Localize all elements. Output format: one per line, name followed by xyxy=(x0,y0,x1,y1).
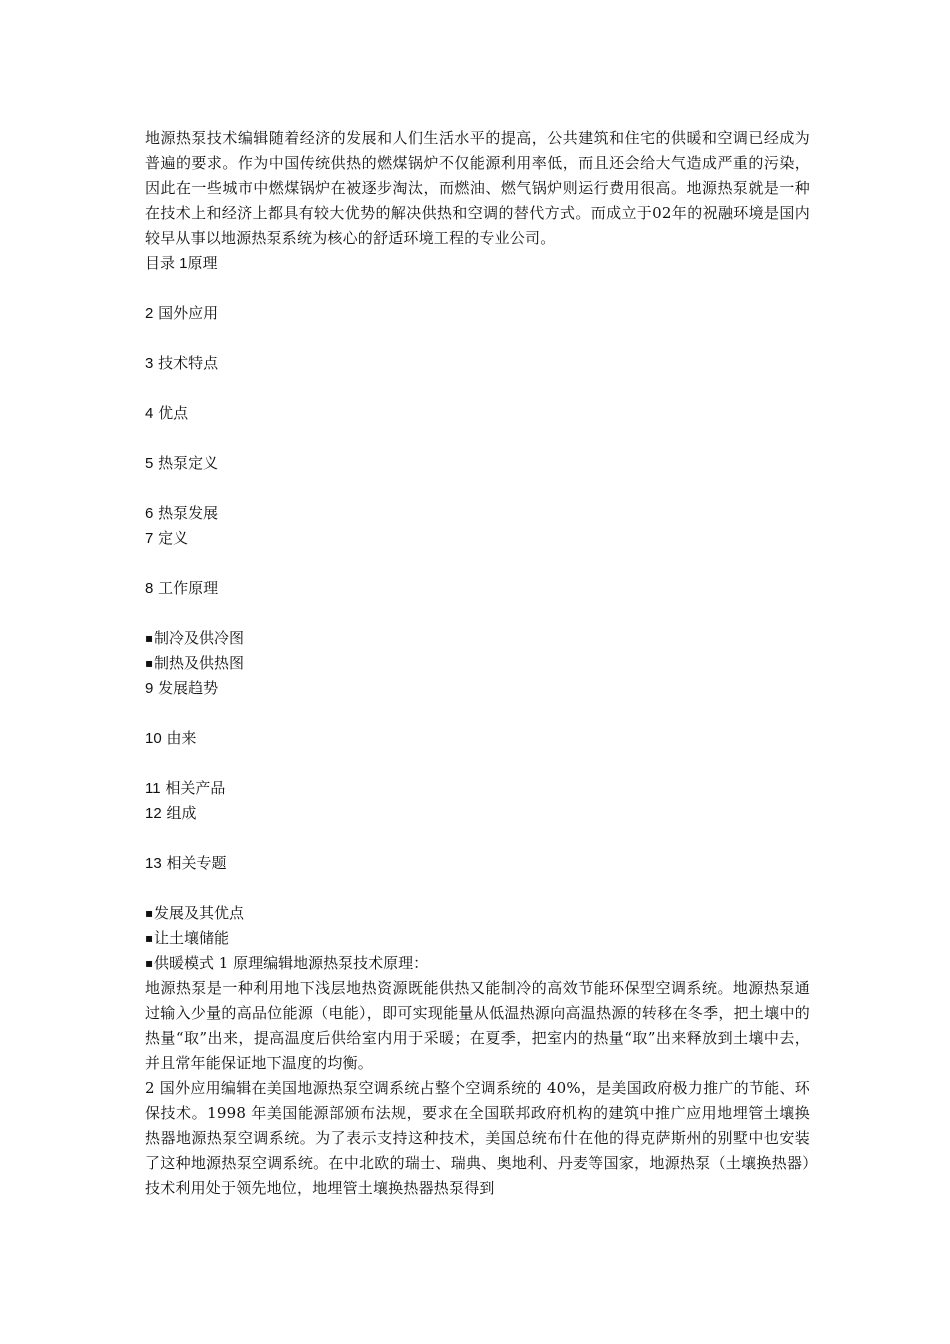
toc-item-number: 2 xyxy=(145,305,154,322)
bullet-icon: ▪ xyxy=(145,906,154,920)
toc-item-number: 5 xyxy=(145,455,154,472)
toc-subitem-label: 发展及其优点 xyxy=(154,904,245,922)
blank-line xyxy=(145,276,810,301)
bullet-icon: ▪ xyxy=(145,931,154,945)
toc-item-number: 6 xyxy=(145,505,154,522)
toc-item-label: 发展趋势 xyxy=(158,679,219,697)
blank-line xyxy=(145,826,810,851)
toc-item-number: 8 xyxy=(145,580,154,597)
toc-subitem-label: 让土壤储能 xyxy=(154,929,230,947)
toc-item-number: 10 xyxy=(145,730,162,747)
blank-line xyxy=(145,376,810,401)
toc-item-7 xyxy=(145,526,810,551)
toc-item-label: 热泵定义 xyxy=(158,454,219,472)
toc-item-number: 12 xyxy=(145,805,162,822)
toc-item-1 xyxy=(145,251,810,276)
toc-item-number: 3 xyxy=(145,355,154,372)
bullet-icon: ▪ xyxy=(145,956,154,970)
principle-paragraph: 地源热泵是一种利用地下浅层地热资源既能供热又能制冷的高效节能环保型空调系统。地源热泵通过输入少量的高品位能源（电能），即可实现能量从低温热源向高温热源的转移在冬季，把土壤中的热量“取”出来，提高温度后供给室内用于采暖；在夏季，把室内的热量“取”出来释放到土壤中去，并且常年能保证地下温度的均衡。 xyxy=(145,979,810,1072)
blank-line xyxy=(145,876,810,901)
bullet-icon: ▪ xyxy=(145,631,154,645)
toc-item-label: 由来 xyxy=(166,729,197,747)
toc-item-label: 优点 xyxy=(158,404,189,422)
toc-item-number: 7 xyxy=(145,530,154,547)
toc-item-number: 13 xyxy=(145,855,162,872)
toc-item-5 xyxy=(145,451,810,476)
toc-item-11 xyxy=(145,776,810,801)
blank-line xyxy=(145,426,810,451)
blank-line xyxy=(145,601,810,626)
toc-item-10 xyxy=(145,726,810,751)
toc-item-3 xyxy=(145,351,810,376)
toc-item-6 xyxy=(145,501,810,526)
toc-subitem-cooling xyxy=(145,626,810,651)
blank-line xyxy=(145,326,810,351)
toc-item-9 xyxy=(145,676,810,701)
foreign-application-paragraph: 2 国外应用编辑在美国地源热泵空调系统占整个空调系统的 40%，是美国政府极力推广的节能、环保技术。1998 年美国能源部颁布法规，要求在全国联邦政府机构的建筑中推广应用地埋管土壤换热器地源热泵空调系统。为了表示支持这种技术，美国总统布什在他的得克萨斯州的别墅中也安装了这种地源热泵空调系统。在中北欧的瑞士、瑞典、奥地利、丹麦等国家，地源热泵（土壤换热器）技术利用处于领先地位，地埋管土壤换热器热泵得到 xyxy=(145,1079,810,1197)
toc-subitem-soil-storage xyxy=(145,926,810,951)
toc-item-number: 目录 1 xyxy=(145,255,188,272)
intro-paragraph: 地源热泵技术编辑随着经济的发展和人们生活水平的提高，公共建筑和住宅的供暖和空调已经成为普遍的要求。作为中国传统供热的燃煤锅炉不仅能源利用率低，而且还会给大气造成严重的污染，因此在一些城市中燃煤锅炉在被逐步淘汰，而燃油、燃气锅炉则运行费用很高。地源热泵就是一种在技术上和经济上都具有较大优势的解决供热和空调的替代方式。而成立于02年的祝融环境是国内较早从事以地源热泵系统为核心的舒适环境工程的专业公司。 xyxy=(145,129,810,247)
toc-item-label: 国外应用 xyxy=(158,304,219,322)
toc-subitem-advantages xyxy=(145,901,810,926)
toc-item-12 xyxy=(145,801,810,826)
toc-item-4 xyxy=(145,401,810,426)
toc-item-label: 热泵发展 xyxy=(158,504,219,522)
toc-item-8 xyxy=(145,576,810,601)
toc-item-label: 相关产品 xyxy=(165,779,226,797)
toc-subitem-label: 制热及供热图 xyxy=(154,654,245,672)
blank-line xyxy=(145,551,810,576)
toc-subitem-label: 供暖模式 1 原理编辑地源热泵技术原理： xyxy=(154,954,429,972)
bullet-icon: ▪ xyxy=(145,656,154,670)
toc-item-label: 组成 xyxy=(166,804,197,822)
document-page xyxy=(145,126,810,1201)
blank-line xyxy=(145,751,810,776)
toc-item-number: 11 xyxy=(145,780,161,797)
blank-line xyxy=(145,701,810,726)
toc-subitem-label: 制冷及供冷图 xyxy=(154,629,245,647)
blank-line xyxy=(145,476,810,501)
toc-item-label: 工作原理 xyxy=(158,579,219,597)
toc-item-number: 9 xyxy=(145,680,154,697)
toc-item-number: 4 xyxy=(145,405,154,422)
toc-subitem-heating xyxy=(145,651,810,676)
toc-item-label: 定义 xyxy=(158,529,189,547)
toc-item-label: 原理 xyxy=(187,254,218,272)
toc-item-label: 技术特点 xyxy=(158,354,219,372)
toc-item-13 xyxy=(145,851,810,876)
toc-subitem-heating-mode xyxy=(145,951,810,976)
toc-item-2 xyxy=(145,301,810,326)
toc-item-label: 相关专题 xyxy=(166,854,227,872)
